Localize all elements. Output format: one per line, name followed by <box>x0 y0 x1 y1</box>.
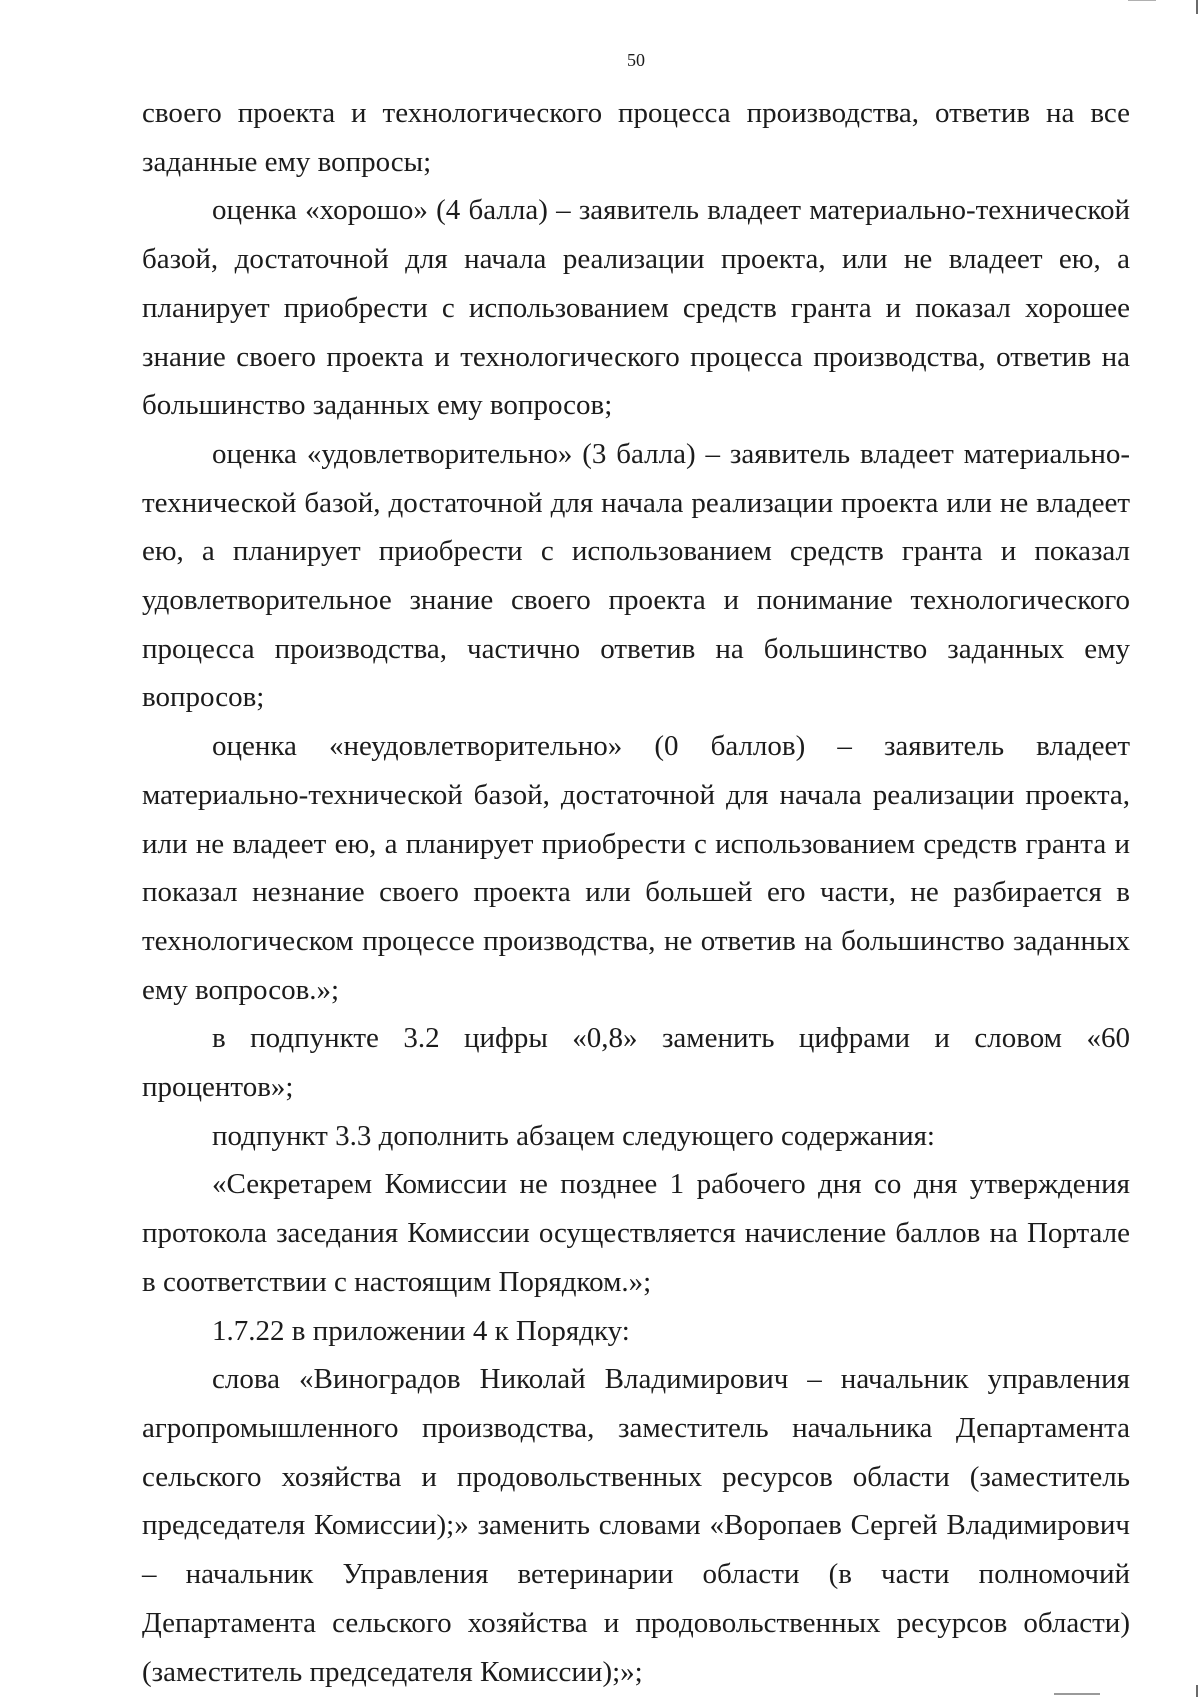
paragraph-grade-good: оценка «хорошо» (4 балла) – заявитель владеет материально-технической базой, достаточной для начала реализации проекта, или не владеет ею, а планирует приобрести с использованием средств гранта и показал хорошее знание своего проекта и технологического процесса производства, ответив на большинство заданных ему вопросов; <box>142 194 1130 422</box>
paragraph-commission-replacement: слова «Виноградов Николай Владимирович – начальник управления агропромышленного производства, заместитель начальника Департамента сельского хозяйства и продовольственных ресурсов области (заместитель председателя Комиссии);» заменить словами «Воропаев Сергей Владимирович – начальник Управления ветеринарии области (в части полномочий Департамента сельского хозяйства и продовольственных ресурсов области) (заместитель председателя Комиссии);»; <box>142 1363 1130 1688</box>
page-number: 50 <box>627 50 645 70</box>
scan-artifact-bottom <box>1054 1693 1100 1695</box>
scan-artifact-top-edge <box>1196 0 1198 14</box>
scan-artifact-bottom-edge <box>1196 1685 1198 1697</box>
paragraph-clause-1-7-22: 1.7.22 в приложении 4 к Порядку: <box>212 1314 630 1347</box>
paragraph-secretary-clause: «Секретарем Комиссии не позднее 1 рабочего дня со дня утверждения протокола заседания Комиссии осуществляется начисление баллов на Портале в соответствии с настоящим Порядком.»; <box>142 1168 1130 1298</box>
paragraph-continuation: своего проекта и технологического процесса производства, ответив на все заданные ему вопросы; <box>142 97 1130 178</box>
paragraph-subclause-3-2: в подпункте 3.2 цифры «0,8» заменить цифрами и словом «60 процентов»; <box>142 1022 1130 1104</box>
paragraph-grade-unsatisfactory: оценка «неудовлетворительно» (0 баллов) – заявитель владеет материально-технической базой, достаточной для начала реализации проекта, или не владеет ею, а планирует приобрести с использованием средств гранта и показал незнание своего проекта или большей его части, не разбирается в технологическом процессе производства, не ответив на большинство заданных ему вопросов.»; <box>142 730 1130 1006</box>
scan-artifact-top <box>1128 0 1156 1</box>
paragraph-subclause-3-3: подпункт 3.3 дополнить абзацем следующего содержания: <box>212 1119 935 1152</box>
paragraph-grade-satisfactory: оценка «удовлетворительно» (3 балла) – заявитель владеет материально-технической базой, достаточной для начала реализации проекта или не владеет ею, а планирует приобрести с использованием средств гранта и показал удовлетворительное знание своего проекта и понимание технологического процесса производства, частично ответив на большинство заданных ему вопросов; <box>142 437 1130 714</box>
document-body <box>142 89 1130 1696</box>
